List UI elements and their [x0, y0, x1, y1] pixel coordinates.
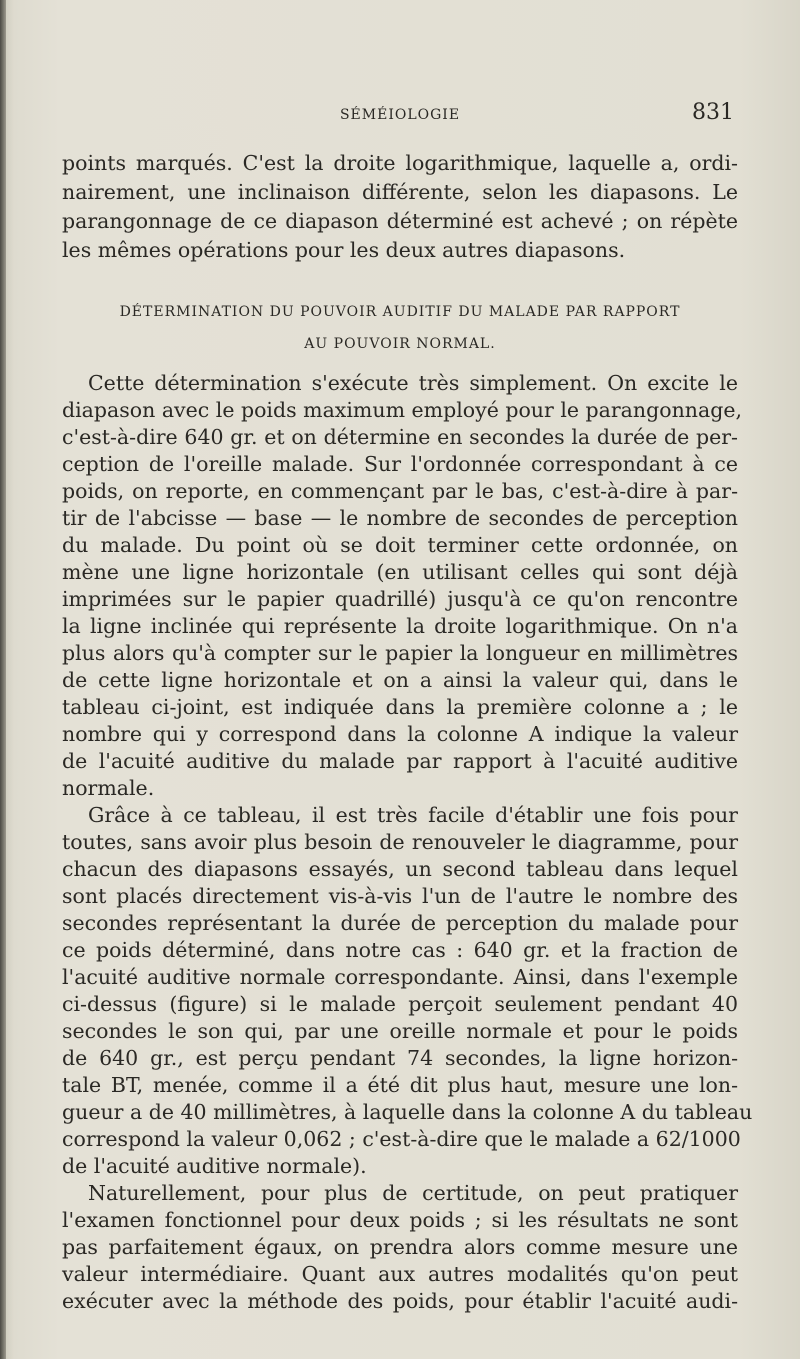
text-line: tale BT, menée, comme il a été dit plus haut, mesure une lon- — [62, 1073, 738, 1097]
text-line: chacun des diapasons essayés, un second tableau dans lequel — [62, 857, 738, 881]
running-title: SÉMÉIOLOGIE — [339, 107, 461, 123]
text-line: tir de l'abcisse — base — le nombre de secondes de perception — [62, 506, 738, 530]
page-binding-edge — [0, 0, 6, 1359]
page-number: 831 — [692, 100, 734, 125]
text-line: Cette détermination s'exécute très simplement. On excite le — [88, 371, 738, 395]
text-line: tableau ci-joint, est indiquée dans la première colonne a ; le — [62, 695, 738, 719]
text-line: diapason avec le poids maximum employé pour le parangonnage, — [62, 398, 742, 422]
text-line: l'examen fonctionnel pour deux poids ; si les résultats ne sont — [62, 1208, 738, 1232]
text-line: de 640 gr., est perçu pendant 74 secondes, la ligne horizon- — [62, 1046, 738, 1070]
section-heading-line-2: AU POUVOIR NORMAL. — [304, 336, 496, 352]
text-line: nairement, une inclinaison différente, selon les diapasons. Le — [62, 180, 738, 204]
text-line: plus alors qu'à compter sur le papier la longueur en millimètres — [62, 641, 738, 665]
text-line: la ligne inclinée qui représente la droite logarithmique. On n'a — [62, 614, 738, 638]
text-line: les mêmes opérations pour les deux autres diapasons. — [62, 238, 626, 262]
text-line: ce poids déterminé, dans notre cas : 640 gr. et la fraction de — [62, 938, 738, 962]
text-line: nombre qui y correspond dans la colonne A indique la valeur — [62, 722, 738, 746]
text-line: l'acuité auditive normale correspondante. Ainsi, dans l'exemple — [62, 965, 738, 989]
text-line: imprimées sur le papier quadrillé) jusqu'à ce qu'on rencontre — [62, 587, 738, 611]
text-line: parangonnage de ce diapason déterminé est achevé ; on répète — [62, 209, 738, 233]
text-line: secondes représentant la durée de perception du malade pour — [62, 911, 738, 935]
text-line: Naturellement, pour plus de certitude, on peut pratiquer — [88, 1181, 738, 1205]
text-line: points marqués. C'est la droite logarithmique, laquelle a, ordi- — [62, 151, 738, 175]
text-line: de l'acuité auditive normale). — [62, 1154, 367, 1178]
text-line: pas parfaitement égaux, on prendra alors comme mesure une — [62, 1235, 738, 1259]
text-line: sont placés directement vis-à-vis l'un de l'autre le nombre des — [62, 884, 738, 908]
text-line: mène une ligne horizontale (en utilisant celles qui sont déjà — [62, 560, 738, 584]
text-line: du malade. Du point où se doit terminer cette ordonnée, on — [62, 533, 738, 557]
text-line: c'est-à-dire 640 gr. et on détermine en secondes la durée de per- — [62, 425, 738, 449]
text-line: Grâce à ce tableau, il est très facile d'établir une fois pour — [88, 803, 738, 827]
text-line: toutes, sans avoir plus besoin de renouveler le diagramme, pour — [62, 830, 738, 854]
running-header — [60, 100, 740, 130]
text-line: de cette ligne horizontale et on a ainsi la valeur qui, dans le — [62, 668, 738, 692]
text-line: de l'acuité auditive du malade par rapport à l'acuité auditive — [62, 749, 738, 773]
text-line: exécuter avec la méthode des poids, pour établir l'acuité audi- — [62, 1289, 738, 1313]
text-line: ception de l'oreille malade. Sur l'ordonnée correspondant à ce — [62, 452, 738, 476]
section-heading-line-1: DÉTERMINATION DU POUVOIR AUDITIF DU MALADE PAR RAPPORT — [119, 304, 681, 320]
text-line: poids, on reporte, en commençant par le bas, c'est-à-dire à par- — [62, 479, 738, 503]
text-line: correspond la valeur 0,062 ; c'est-à-dire que le malade a 62/1000 — [62, 1127, 741, 1151]
text-line: secondes le son qui, par une oreille normale et pour le poids — [62, 1019, 738, 1043]
text-line: gueur a de 40 millimètres, à laquelle dans la colonne A du tableau — [62, 1100, 753, 1124]
text-line: valeur intermédiaire. Quant aux autres modalités qu'on peut — [62, 1262, 738, 1286]
text-line: normale. — [62, 776, 155, 800]
text-line: ci-dessus (figure) si le malade perçoit seulement pendant 40 — [62, 992, 738, 1016]
